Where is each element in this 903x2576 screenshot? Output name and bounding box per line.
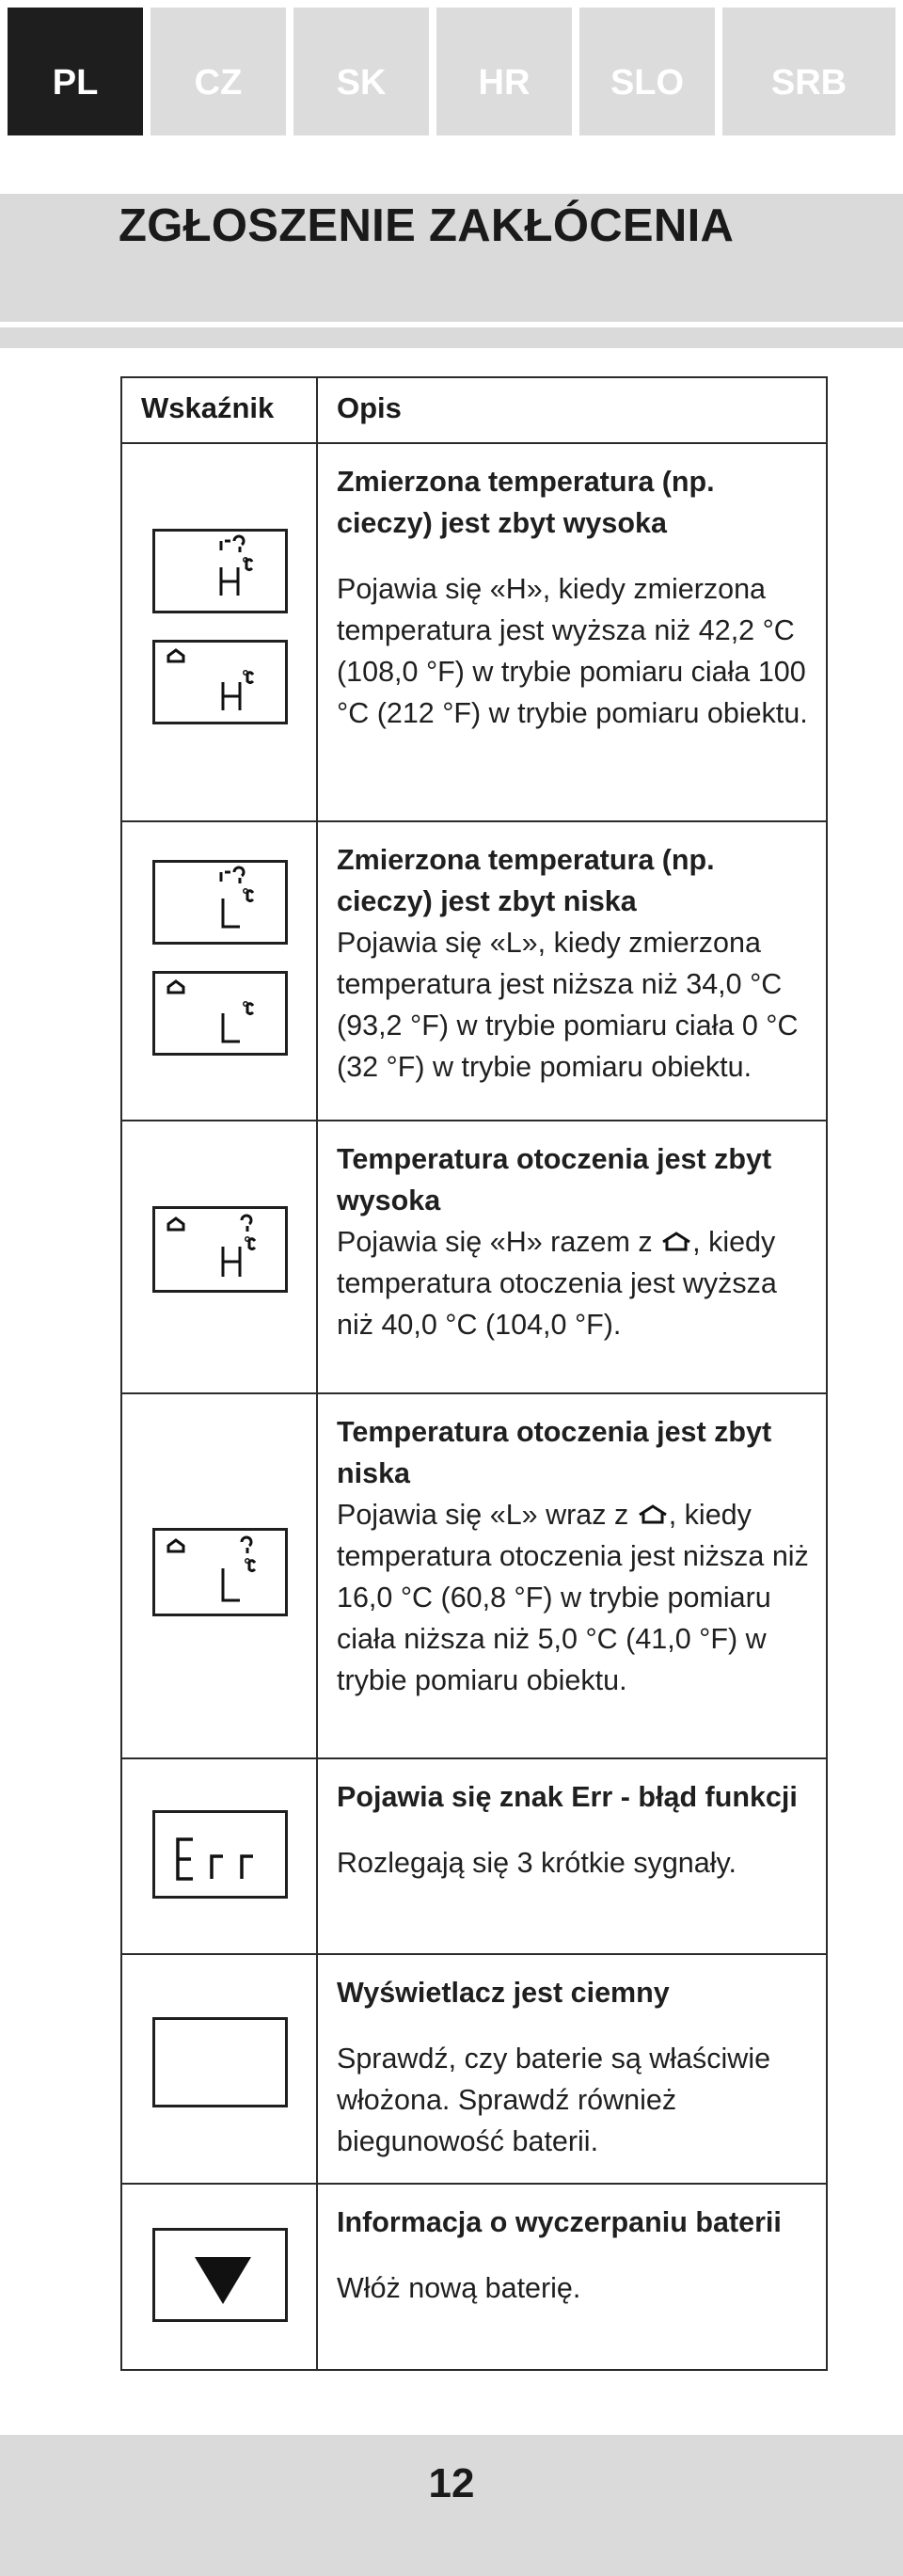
- column-separator: [316, 378, 318, 2369]
- tab-language-pl[interactable]: PL: [8, 8, 143, 135]
- row-title: Wyświetlacz jest ciemny: [337, 1977, 670, 2009]
- lcd-err-indicator: [152, 1810, 288, 1899]
- row-description: Pojawia się «H», kiedy zmierzona temperatura jest wyższa niż 42,2 °C (108,0 °F) w trybie pomiaru ciała 100 °C (212 °F) w trybie pomiaru obiektu.: [337, 573, 808, 729]
- table-row: [337, 1411, 816, 1701]
- lcd-l-ambient-indicator: [152, 1528, 288, 1616]
- language-tabs: [0, 8, 903, 135]
- lcd-h-ambient-indicator: [152, 1206, 288, 1293]
- table-row: [337, 1138, 816, 1345]
- lcd-l-low-object-indicator: [152, 971, 288, 1056]
- row-divider: [122, 1392, 826, 1394]
- row-title: Pojawia się znak Err - błąd funkcji: [337, 1781, 798, 1813]
- header-divider: [0, 327, 903, 348]
- row-description-end: , kiedy temperatura otoczenia jest wyższa niż 40,0 °C (104,0 °F).: [337, 1226, 777, 1341]
- home-icon: [660, 1231, 692, 1253]
- row-divider: [122, 2183, 826, 2185]
- lcd-battery-indicator: [152, 2228, 288, 2322]
- page-number: 12: [428, 2460, 475, 2506]
- troubleshooting-table: [120, 376, 828, 2371]
- row-divider: [122, 820, 826, 822]
- row-title: Zmierzona temperatura (np. cieczy) jest zbyt wysoka: [337, 466, 715, 539]
- tab-language-cz[interactable]: CZ: [150, 8, 286, 135]
- row-title: Informacja o wyczerpaniu baterii: [337, 2206, 782, 2238]
- table-row: [337, 1776, 816, 1884]
- table-row: [337, 1972, 816, 2162]
- tab-language-sk[interactable]: SK: [293, 8, 429, 135]
- row-description: Włóż nową baterię.: [337, 2272, 581, 2304]
- row-description-start: Pojawia się «H» razem z: [337, 1226, 653, 1258]
- tab-language-hr[interactable]: HR: [436, 8, 572, 135]
- table-row: [337, 461, 816, 734]
- row-title: Zmierzona temperatura (np. cieczy) jest zbyt niska: [337, 844, 715, 917]
- lcd-h-high-object-indicator: [152, 640, 288, 724]
- row-description: [337, 1221, 816, 1345]
- row-divider: [122, 1757, 826, 1759]
- row-title: Temperatura otoczenia jest zbyt wysoka: [337, 1143, 772, 1216]
- table-row: [337, 2202, 816, 2309]
- row-divider: [122, 1120, 826, 1121]
- row-description: Pojawia się «L», kiedy zmierzona temperatura jest niższa niż 34,0 °C (93,2 °F) w trybie pomiaru ciała 0 °C (32 °F) w trybie pomiaru obiektu.: [337, 927, 799, 1083]
- tab-language-slo[interactable]: SLO: [579, 8, 715, 135]
- home-icon: [637, 1503, 669, 1526]
- lcd-blank-indicator: [152, 2017, 288, 2107]
- row-divider: [122, 442, 826, 444]
- page-title: ZGŁOSZENIE ZAKŁÓCENIA: [119, 200, 735, 251]
- lcd-h-high-body-indicator: [152, 529, 288, 613]
- table-row: [337, 839, 816, 1088]
- row-description: Rozlegają się 3 krótkie sygnały.: [337, 1847, 737, 1879]
- row-description-start: Pojawia się «L» wraz z: [337, 1499, 629, 1531]
- battery-low-triangle-icon: [195, 2257, 251, 2304]
- row-description-end: , kiedy temperatura otoczenia jest niższa niż 16,0 °C (60,8 °F) w trybie pomiaru ciała niższa niż 5,0 °C (41,0 °F) w trybie pomiaru obiektu.: [337, 1499, 809, 1696]
- row-description: Sprawdź, czy baterie są właściwie włożona. Sprawdź również biegunowość baterii.: [337, 2043, 771, 2157]
- row-description: [337, 1494, 816, 1701]
- lcd-l-low-body-indicator: [152, 860, 288, 945]
- row-divider: [122, 1953, 826, 1955]
- tab-language-srb[interactable]: SRB: [722, 8, 895, 135]
- column-header-indicator: Wskaźnik: [141, 391, 275, 424]
- column-header-description: Opis: [337, 391, 402, 424]
- row-title: Temperatura otoczenia jest zbyt niska: [337, 1416, 772, 1489]
